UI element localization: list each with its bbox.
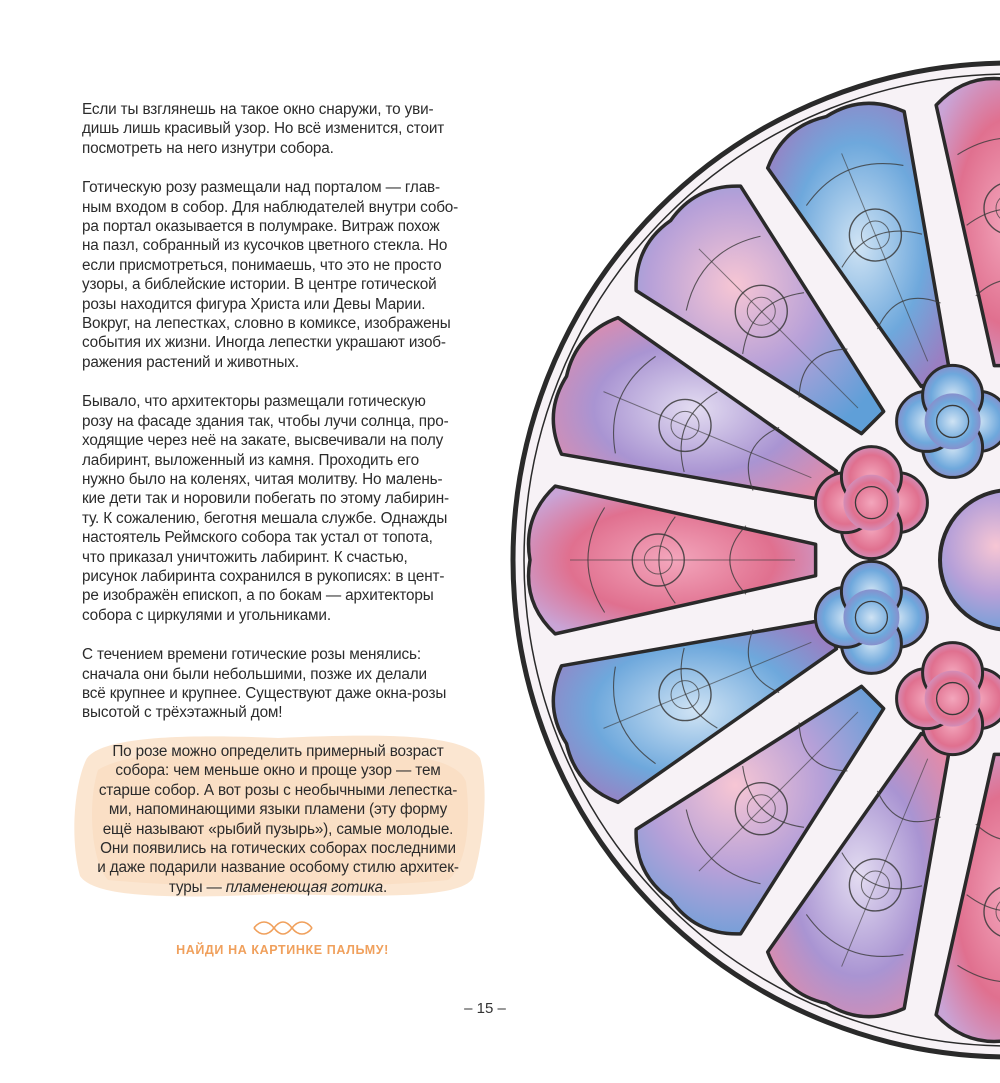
paragraph-1: Если ты взглянешь на такое окно снаружи, то уви- дишь лишь красивый узор. Но всё изменится, стоит посмотреть на него изнутри собора. xyxy=(82,101,445,157)
callout-end: . xyxy=(383,878,388,896)
page-number: – 15 – xyxy=(464,1000,506,1017)
paragraph-4: С течением времени готические розы менялись: сначала они были небольшими, позже их делали всё крупнее и крупнее. Существуют даже окна-розы высотой с трёхэтажный дом! xyxy=(82,646,447,722)
callout-emphasis: пламенеющая готика xyxy=(225,878,384,896)
callout-body: По розе можно определить примерный возраст собора: чем меньше окно и проще узор — тем старше собор. А вот розы с необычными лепестка- ми, напоминающими языки пламени (эту форму ещё называют «рыбий пузырь»), самые молодые. Они появились на готических соборах последними и даже подарили название особому стилю архитек- туры — xyxy=(97,743,459,896)
paragraph-2: Готическую розу размещали над порталом — глав- ным входом в собор. Для наблюдателей внутри собо- ра портал оказывается в полумраке. Витраж похож на пазл, собранный из кусочков цветного стекла. Но если присмотреться, понимаешь, что это не просто узоры, а библейские истории. В центре готической розы находится фигура Христа или Девы Марии. Вокруг, на лепестках, словно в комиксе, изображены события их жизни. Иногда лепестки украшают изоб- ражения растений и животных. xyxy=(82,179,459,371)
paragraph-3: Бывало, что архитекторы размещали готическую розу на фасаде здания так, чтобы лучи солнца, про- ходящие через неё на закате, высвечивали на полу лабиринт, выложенный из камня. Проходить его нужно было на коленях, читая молитву. Но малень- кие дети так и норовили побегать по этому лабирин- ту. К сожалению, беготня мешала службе. Однажды настоятель Реймского собора так устал от топота, что приказал уничтожить лабиринт. К счастью, рисунок лабиринта сохранился в рукописях: в цент- ре изображён епископ, а по бокам — архитекторы собора с циркулями и угольниками. xyxy=(82,393,449,624)
find-palm-caption: НАЙДИ НА КАРТИНКЕ ПАЛЬМУ! xyxy=(176,943,389,957)
